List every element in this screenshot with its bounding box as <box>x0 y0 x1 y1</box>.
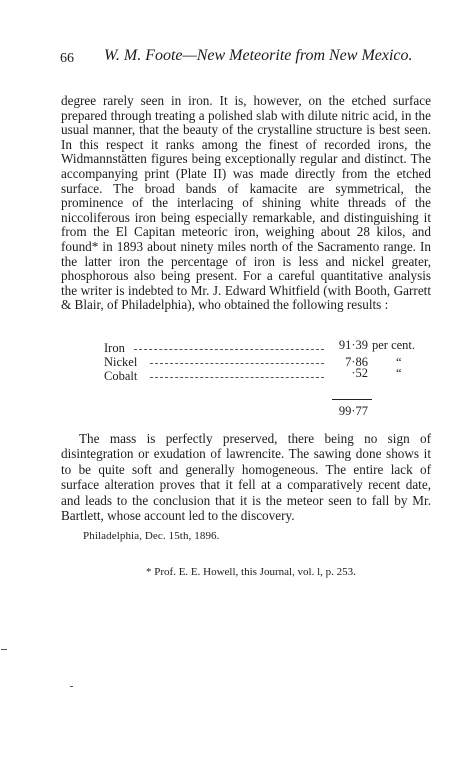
element-value: ·52 <box>351 366 368 380</box>
analysis-row-cobalt <box>104 366 404 383</box>
body-text <box>61 94 431 313</box>
element-value: 7·86 <box>345 355 368 369</box>
page-header <box>60 47 430 71</box>
dot-leader <box>134 349 324 350</box>
analysis-row-iron <box>104 338 416 355</box>
sum-rule <box>332 399 372 400</box>
element-label: Cobalt <box>104 369 138 383</box>
dot-leader <box>150 363 324 364</box>
footnote: * Prof. E. E. Howell, this Journal, vol. l, p. 253. <box>146 566 356 578</box>
scan-mark <box>1 649 7 650</box>
unit-label: per cent. <box>372 338 416 352</box>
element-value: 91·39 <box>338 338 368 352</box>
paragraph-2: The mass is perfectly preserved, there being no sign of disintegration or exudation of lawrencite. The sawing done shows it to be quite soft and generally homogeneous. The entire lack of surface alteration proves that it fell at a comparatively recent date, and leads to the conclusion that it is the meteor seen to fall by Mr. Bartlett, whose account led to the discovery. <box>61 431 431 524</box>
element-label: Iron <box>104 341 125 355</box>
total-value: 99·77 <box>338 404 368 418</box>
element-label: Nickel <box>104 355 138 369</box>
dot-leader <box>150 377 324 378</box>
ditto-mark: “ <box>396 366 402 380</box>
analysis-table <box>104 338 416 418</box>
dateline: Philadelphia, Dec. 15th, 1896. <box>83 530 220 542</box>
running-title: W. M. Foote—New Meteorite from New Mexico. <box>104 47 413 64</box>
ditto-mark: “ <box>396 355 402 369</box>
paragraph-1: degree rarely seen in iron. It is, however, on the etched surface prepared through treating a polished slab with dilute nitric acid, in the usual manner, that the beauty of the crystalline structure is best seen. In this respect it ranks among the finest of recorded irons, the Widmannstätten figures being exceptionally regular and distinct. The accompanying print (Plate II) was made directly from the etched surface. The broad bands of kamacite are symmetrical, the prominence of the interlacing of shining white threads of the niccoliferous iron being especially remarkable, and distinguishing it from the El Capitan meteoric iron, weighing about 28 kilos, and found* in 1893 about ninety miles north of the Sacramento range. In the latter iron the percentage of iron is less and nickel greater, phosphorous also being present. For a careful quantitative analysis the writer is indebted to Mr. J. Edward Whitfield (with Booth, Garrett & Blair, of Philadelphia), who obtained the following results : <box>61 93 431 313</box>
scan-mark <box>70 686 73 687</box>
body-text-continued <box>61 431 431 523</box>
page-number: 66 <box>60 51 74 66</box>
